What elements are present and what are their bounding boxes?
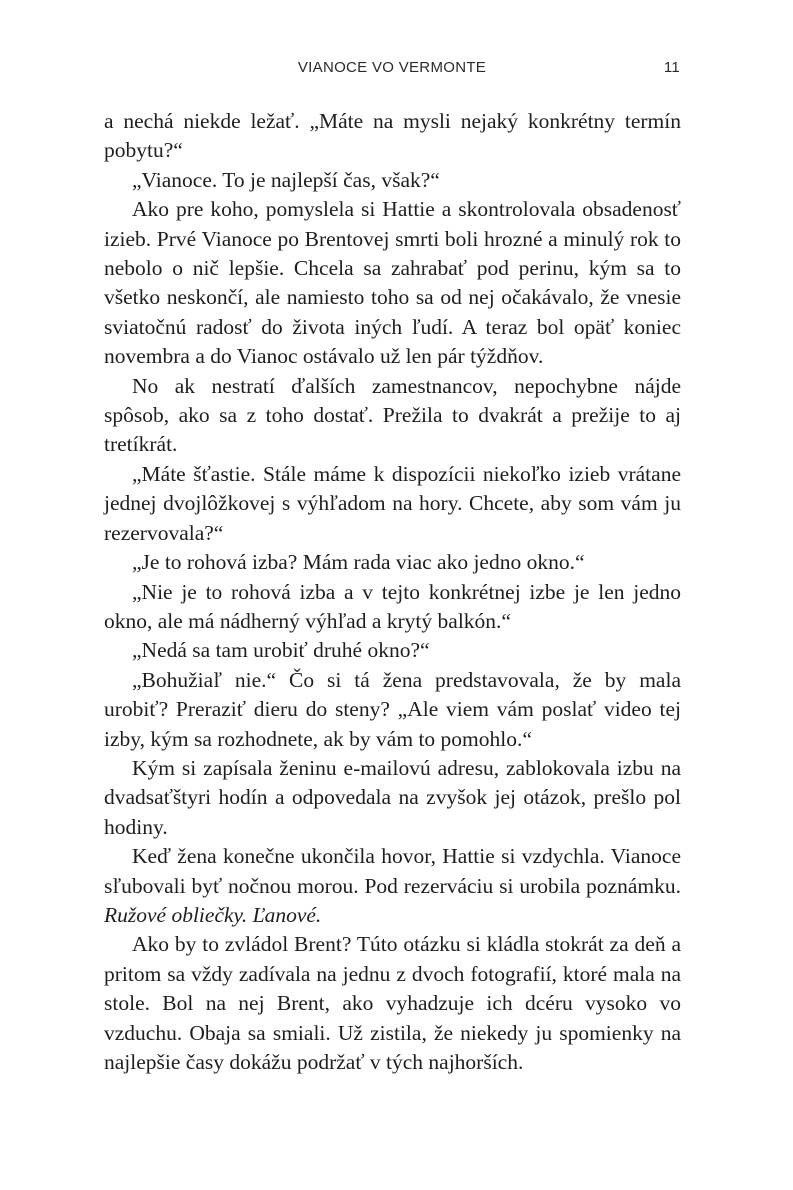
paragraph: „Nedá sa tam urobiť druhé okno?“	[132, 638, 430, 663]
paragraph: No ak nestratí ďalších zamestnancov, nepochybne nájde spôsob, ako sa z toho dostať. Prežila to dvakrát a prežije to aj tretíkrát.	[104, 373, 681, 457]
running-header	[104, 59, 680, 81]
italic-note: Ružové obliečky. Ľanové.	[104, 902, 322, 927]
paragraph: Ako pre koho, pomyslela si Hattie a skontrolovala obsadenosť izieb. Prvé Vianoce po Brentovej smrti boli hrozné a minulý rok to nebolo o nič lepšie. Chcela sa zahrabať pod perinu, kým sa to všetko neskončí, ale namiesto toho sa od nej očakávalo, že vnesie sviatočnú radosť do života iných ľudí. A teraz bol opäť koniec novembra a do Vianoc ostávalo už len pár týždňov.	[104, 197, 681, 369]
paragraph: „Nie je to rohová izba a v tejto konkrétnej izbe je len jedno okno, ale má nádherný výhľad a krytý balkón.“	[104, 579, 681, 633]
paragraph-text: Keď žena konečne ukončila hovor, Hattie si vzdychla. Vianoce sľubovali byť nočnou morou. Pod rezerváciu si urobila poznámku.	[104, 844, 681, 898]
paragraph: „Máte šťastie. Stále máme k dispozícii niekoľko izieb vrátane jednej dvojlôžkovej s výhľadom na hory. Chcete, aby som vám ju rezervovala?“	[104, 461, 681, 545]
paragraph: a nechá niekde ležať. „Máte na mysli nejaký konkrétny termín pobytu?“	[104, 109, 681, 163]
paragraph: Kým si zapísala ženinu e-mailovú adresu, zablokovala izbu na dvadsaťštyri hodín a odpovedala na zvyšok jej otázok, prešlo pol hodiny.	[104, 755, 681, 839]
paragraph: „Je to rohová izba? Mám rada viac ako jedno okno.“	[132, 550, 585, 575]
running-title: VIANOCE VO VERMONTE	[297, 59, 487, 76]
body-text	[104, 107, 681, 1077]
paragraph: Ako by to zvládol Brent? Túto otázku si kládla stokrát za deň a pritom sa vždy zadívala na jednu z dvoch fotografií, ktoré mala na stole. Bol na nej Brent, ako vyhadzuje ich dcéru vysoko vo vzduchu. Obaja sa smiali. Už zistila, že niekedy ju spomienky na najlepšie časy dokážu podržať v tých najhorších.	[104, 932, 681, 1074]
paragraph: „Bohužiaľ nie.“ Čo si tá žena predstavovala, že by mala urobiť? Preraziť dieru do steny? „Ale viem vám poslať video tej izby, kým sa rozhodnete, ak by vám to pomohlo.“	[104, 667, 681, 751]
page-number: 11	[663, 59, 680, 76]
paragraph	[104, 842, 681, 930]
paragraph: „Vianoce. To je najlepší čas, však?“	[132, 167, 440, 192]
